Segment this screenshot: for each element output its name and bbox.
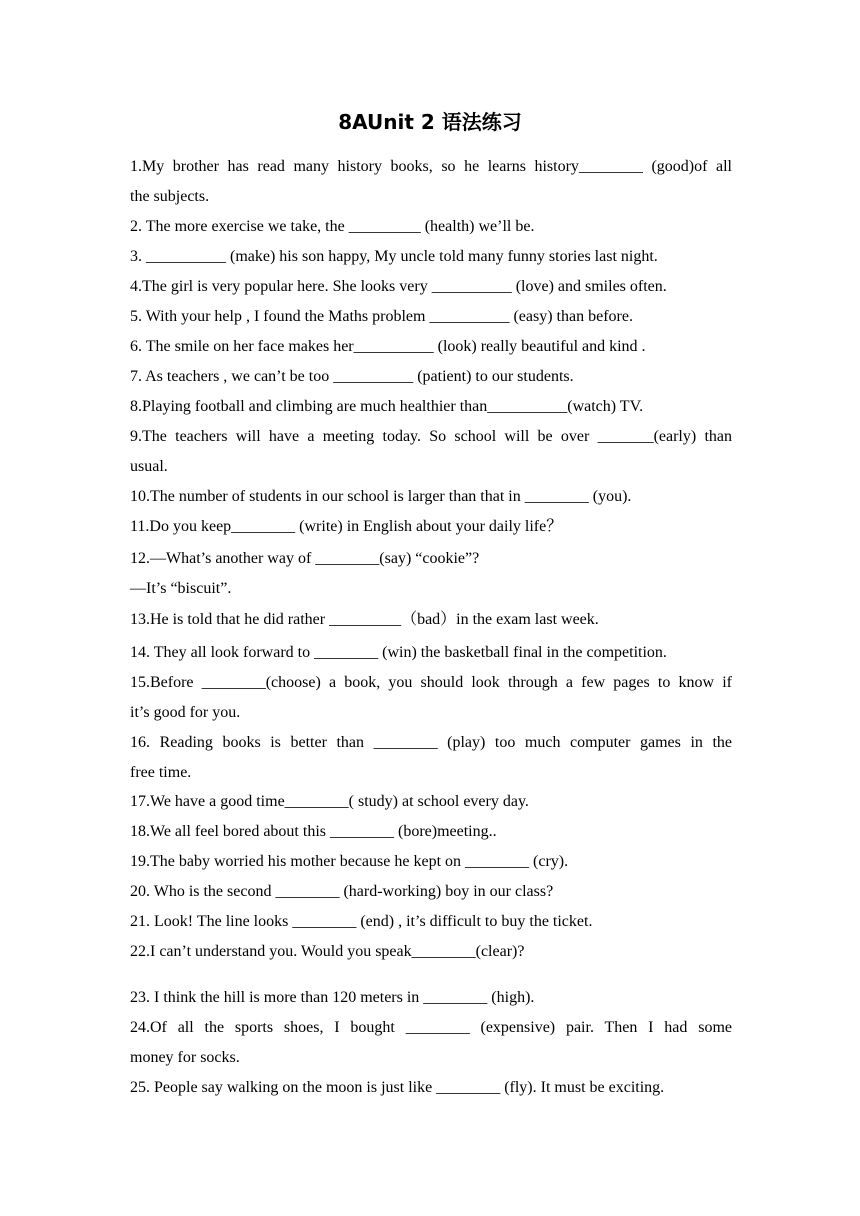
exercise-line: 12.—What’s another way of ________(say) “cookie”?: [130, 550, 480, 567]
exercise-line: 11.Do you keep________ (write) in English about your daily life？: [130, 518, 563, 535]
exercise-line: 5. With your help , I found the Maths problem __________ (easy) than before.: [130, 308, 633, 325]
exercise-line: 22.I can’t understand you. Would you speak________(clear)?: [130, 943, 525, 960]
exercise-line: 4.The girl is very popular here. She looks very __________ (love) and smiles often.: [130, 278, 667, 295]
exercise-line: 10.The number of students in our school is larger than that in ________ (you).: [130, 488, 632, 505]
exercise-line: free time.: [130, 764, 192, 781]
exercise-line: 7. As teachers , we can’t be too __________ (patient) to our students.: [130, 368, 574, 385]
exercise-line: 15.Before ________(choose) a book, you should look through a few pages to know if: [130, 674, 732, 691]
exercise-line: 19.The baby worried his mother because he kept on ________ (cry).: [130, 853, 569, 870]
exercise-line: —It’s “biscuit”.: [130, 580, 232, 597]
exercise-line: 6. The smile on her face makes her__________ (look) really beautiful and kind .: [130, 338, 646, 355]
exercise-line: 14. They all look forward to ________ (win) the basketball final in the competition.: [130, 644, 667, 661]
exercise-line: 17.We have a good time________( study) at school every day.: [130, 793, 529, 810]
page-title: 8AUnit 2 语法练习: [338, 110, 522, 134]
exercise-line: 23. I think the hill is more than 120 meters in ________ (high).: [130, 989, 535, 1006]
exercise-line: 9.The teachers will have a meeting today. So school will be over _______(early) than: [130, 428, 732, 445]
exercise-line: money for socks.: [130, 1049, 240, 1066]
exercise-line: 24.Of all the sports shoes, I bought ________ (expensive) pair. Then I had some: [130, 1019, 732, 1036]
exercise-line: 16. Reading books is better than ________ (play) too much computer games in the: [130, 734, 732, 751]
exercise-line: 2. The more exercise we take, the _________ (health) we’ll be.: [130, 218, 535, 235]
exercise-line: the subjects.: [130, 188, 210, 205]
exercise-line: 21. Look! The line looks ________ (end) , it’s difficult to buy the ticket.: [130, 913, 593, 930]
exercise-line: usual.: [130, 458, 168, 475]
exercise-line: 25. People say walking on the moon is just like ________ (fly). It must be exciting.: [130, 1079, 665, 1096]
exercise-line: 13.He is told that he did rather _________（bad）in the exam last week.: [130, 611, 599, 628]
exercise-line: 18.We all feel bored about this ________ (bore)meeting..: [130, 823, 497, 840]
exercise-line: 3. __________ (make) his son happy, My uncle told many funny stories last night.: [130, 248, 658, 265]
exercise-line: 8.Playing football and climbing are much healthier than__________(watch) TV.: [130, 398, 644, 415]
exercise-line: 20. Who is the second ________ (hard-working) boy in our class?: [130, 883, 554, 900]
exercise-line: 1.My brother has read many history books, so he learns history________ (good)of all: [130, 158, 732, 175]
exercise-line: it’s good for you.: [130, 704, 241, 721]
